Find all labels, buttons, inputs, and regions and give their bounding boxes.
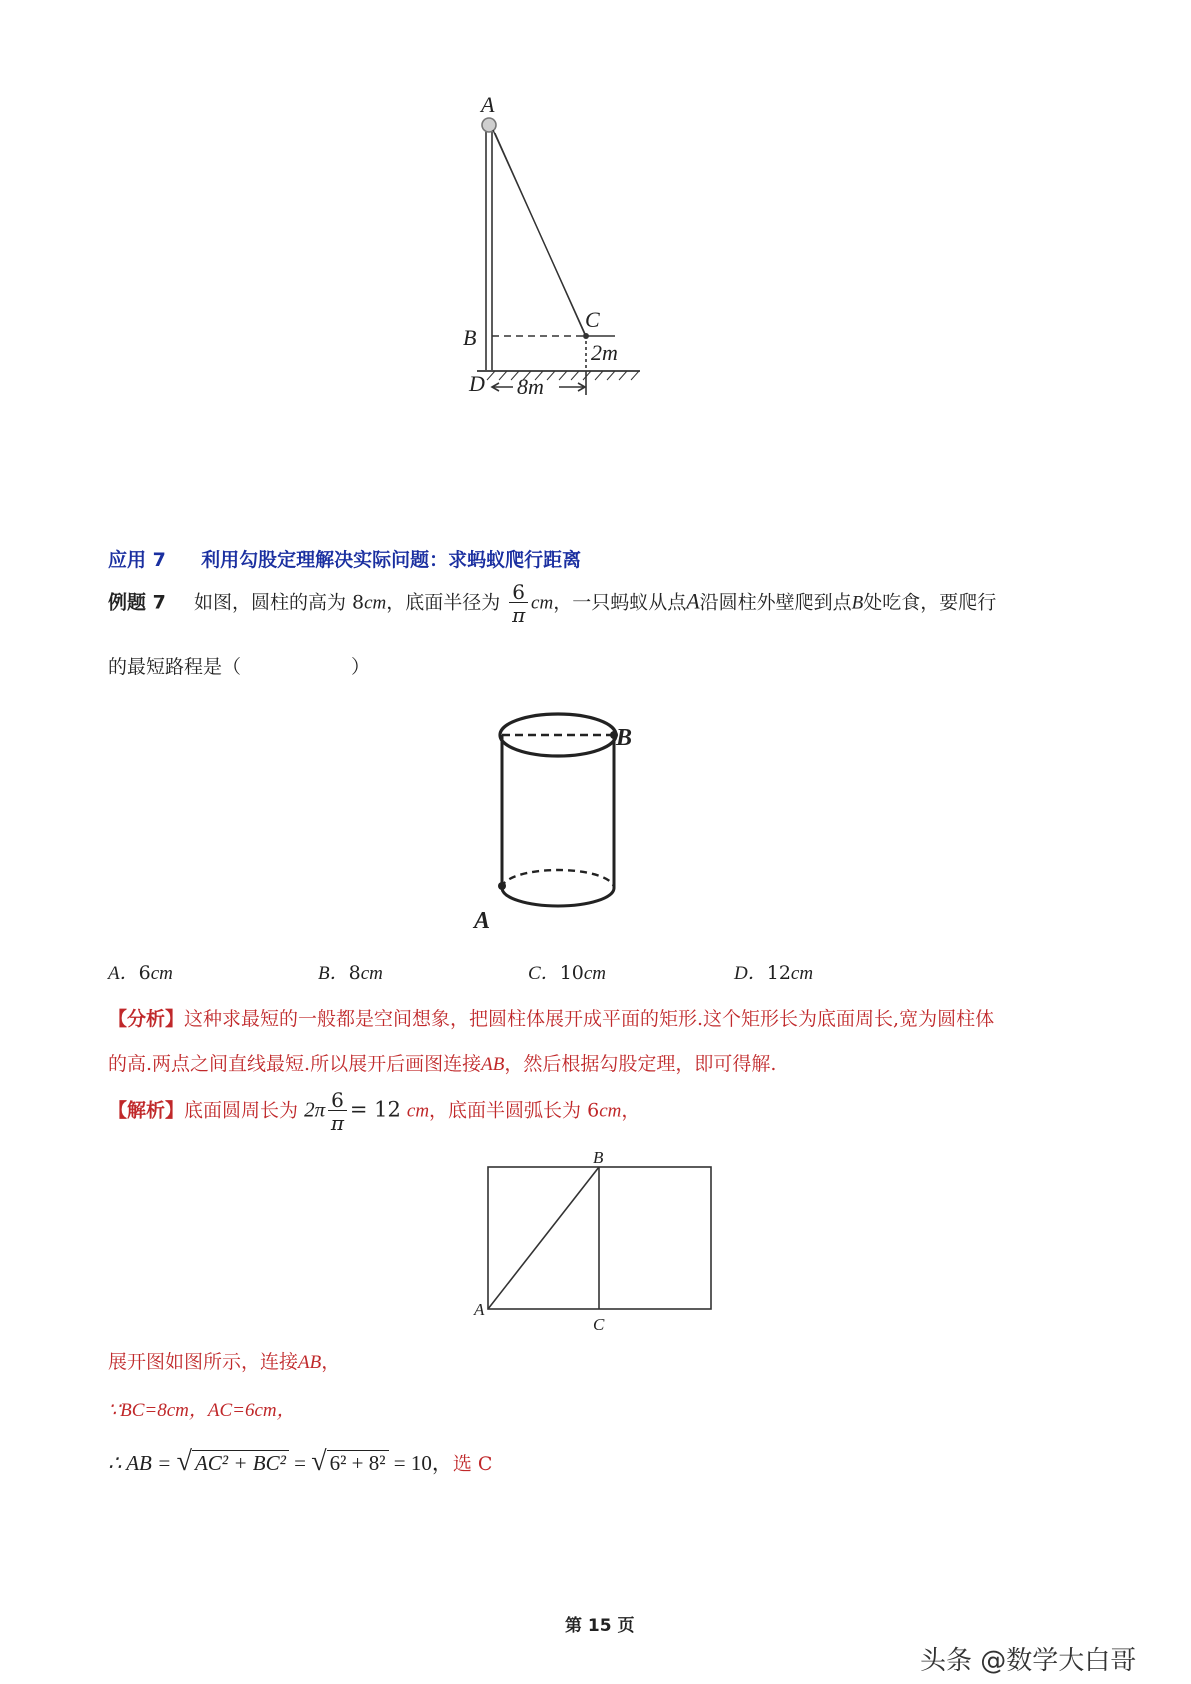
- label-d: D: [469, 371, 485, 396]
- step-2: ∵BC=8cm，AC=6cm，: [108, 1400, 296, 1421]
- section-label: 应用 7: [108, 549, 166, 571]
- section-header: [108, 545, 581, 572]
- solution-expr-pre: 2π: [304, 1097, 326, 1122]
- example-question: [108, 582, 996, 625]
- analysis-text-1: 这种求最短的一般都是空间想象，把圆柱体展开成平面的矩形.这个矩形长为底面周长,宽为圆柱体: [184, 1008, 995, 1030]
- option-a[interactable]: [108, 958, 173, 985]
- analysis-ab: AB: [481, 1054, 505, 1075]
- step-3-rad2: 6² + 8²: [327, 1450, 389, 1476]
- analysis-line-2: [108, 1049, 776, 1076]
- point-a: A: [686, 588, 700, 614]
- rect-label-a: A: [474, 1300, 485, 1319]
- section-title: 利用勾股定理解决实际问题：求蚂蚁爬行距离: [201, 549, 582, 571]
- option-b-value: 8: [348, 962, 361, 984]
- rect-label-c: C: [593, 1315, 605, 1334]
- solution-text-1: 底面圆周长为: [184, 1099, 299, 1122]
- option-a-unit: cm: [150, 963, 173, 984]
- watermark: 头条 @数学大白哥: [920, 1646, 1137, 1676]
- example-text-5: 处吃食，要爬行: [863, 591, 997, 614]
- label-a: A: [481, 92, 495, 117]
- analysis-text-2c: ，然后根据勾股定理，即可得解.: [504, 1053, 777, 1075]
- unfolded-rectangle-diagram: [470, 1150, 720, 1335]
- option-b-unit: cm: [360, 963, 383, 984]
- solution-text-2: ，底面半圆弧长为 6: [429, 1099, 600, 1122]
- solution-frac-num: 6: [328, 1090, 347, 1111]
- option-b[interactable]: [318, 958, 383, 985]
- analysis-label: 【分析】: [108, 1008, 185, 1030]
- example-text-4: 沿圆柱外壁爬到点: [699, 591, 852, 614]
- analysis-line-1: [108, 1004, 994, 1031]
- step-1: [108, 1347, 340, 1374]
- example-unit-1: cm: [364, 592, 387, 614]
- step-1b: AB: [298, 1352, 322, 1373]
- example-text-2: ，底面半径为: [386, 591, 501, 614]
- cyl-label-a: A: [474, 908, 491, 934]
- label-2m: 2m: [591, 340, 618, 365]
- option-c[interactable]: [528, 958, 606, 985]
- option-d-unit: cm: [790, 963, 814, 984]
- example-text-1: 如图，圆柱的高为 8: [193, 591, 365, 614]
- option-c-letter: C．: [528, 963, 560, 984]
- example-label: 例题 7: [108, 591, 166, 614]
- answer-blank-close: ）: [351, 656, 371, 678]
- option-a-value: 6: [138, 962, 151, 984]
- step-3-pre: ∴ AB =: [108, 1451, 172, 1475]
- step-1a: 展开图如图所示，连接: [108, 1351, 299, 1373]
- option-a-letter: A．: [108, 963, 139, 984]
- option-c-value: 10: [559, 962, 584, 984]
- example-question-line-2: [108, 652, 370, 679]
- label-8m: 8m: [517, 374, 544, 399]
- solution-frac-den: π: [330, 1111, 345, 1135]
- analysis-text-2a: 的高.两点之间直线最短.所以展开后画图连接: [108, 1053, 482, 1075]
- option-b-letter: B．: [318, 963, 349, 984]
- sqrt-sign-1: √: [176, 1446, 192, 1477]
- radius-den: π: [512, 603, 526, 627]
- step-3-answer: 选 C: [452, 1453, 493, 1475]
- label-c: C: [585, 307, 600, 332]
- cyl-label-b: B: [616, 725, 633, 751]
- point-b: B: [851, 592, 864, 614]
- solution-expr-post: = 12: [349, 1097, 401, 1122]
- page-number: 第 15 页: [565, 1616, 635, 1636]
- pole-diagram: [455, 92, 655, 415]
- step-1c: ，: [321, 1351, 341, 1373]
- solution-unit-2: cm: [599, 1100, 622, 1122]
- solution-text-3: ，: [621, 1099, 641, 1122]
- example-unit-2: cm: [531, 592, 554, 614]
- rect-label-b: B: [593, 1148, 604, 1167]
- option-c-unit: cm: [583, 963, 607, 984]
- solution-fraction: [328, 1090, 347, 1133]
- solution-line: [108, 1090, 640, 1133]
- step-3-eq: =: [294, 1451, 306, 1475]
- cylinder-diagram: [474, 700, 700, 934]
- sqrt-sign-2: √: [311, 1446, 327, 1477]
- option-d-value: 12: [766, 962, 791, 984]
- step-3-res: = 10，: [393, 1451, 453, 1475]
- option-d[interactable]: [734, 958, 813, 985]
- solution-label: 【解析】: [108, 1099, 185, 1122]
- label-b: B: [463, 325, 477, 350]
- radius-fraction: [509, 582, 528, 625]
- step-3: [108, 1446, 492, 1478]
- example-text-3: ，一只蚂蚁从点: [553, 591, 687, 614]
- solution-unit: cm: [406, 1100, 430, 1122]
- step-3-rad1: AC² + BC²: [192, 1450, 289, 1476]
- option-d-letter: D．: [734, 963, 767, 984]
- radius-num: 6: [509, 582, 528, 603]
- answer-blank-open: 的最短路程是（: [108, 656, 242, 678]
